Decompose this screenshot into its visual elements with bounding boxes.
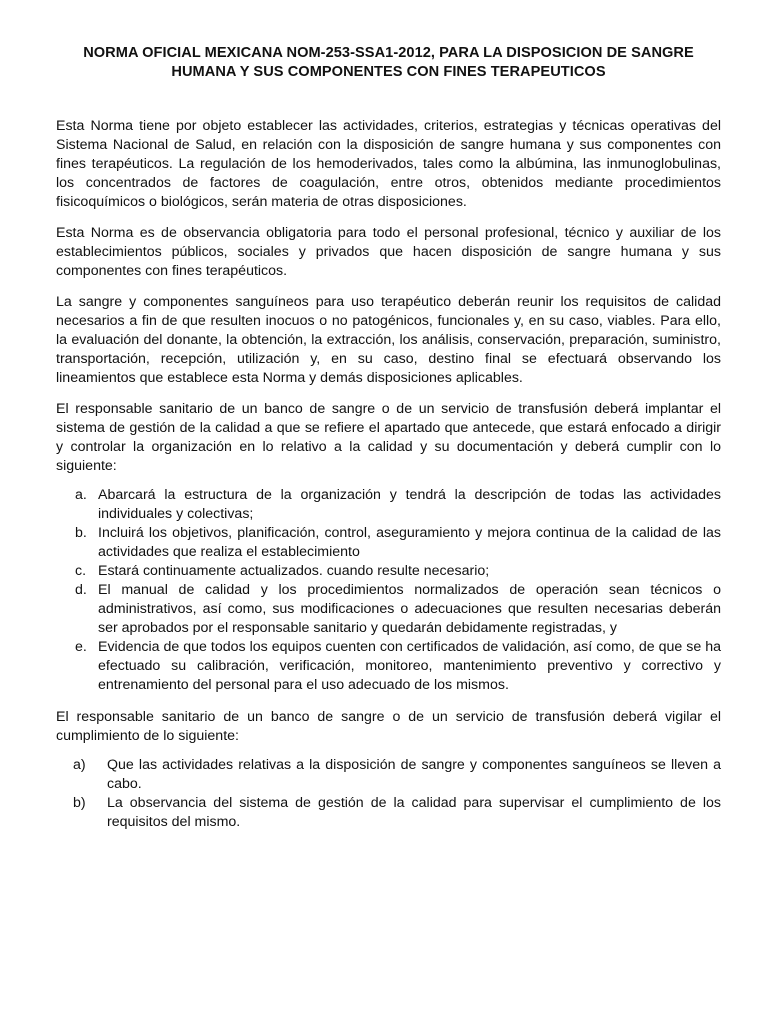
list-marker: a. [75,487,87,503]
list-item [56,562,721,581]
list-item [56,638,721,695]
paragraph-responsible-monitor: El responsable sanitario de un banco de sangre o de un servicio de transfusión deberá vigilar el cumplimiento de lo siguiente: [56,709,721,744]
list-item-text: El manual de calidad y los procedimientos normalizados de operación sean técnicos o administrativos, así como, sus modificaciones o adecuaciones que resulten necesarias deberán ser aprobados por el responsable sanitario y quedarán debidamente registradas, y [98,582,721,636]
paragraph-responsible-implement: El responsable sanitario de un banco de sangre o de un servicio de transfusión deberá implantar el sistema de gestión de la calidad a que se refiere el apartado que antecede, que estará enfocado a dirigir y controlar la organización en lo relativo a la calidad y su documentación y deberá cumplir con lo siguiente: [56,401,721,474]
list-item [56,524,721,562]
list-item-text: Que las actividades relativas a la disposición de sangre y componentes sanguíneos se lleven a cabo. [107,757,721,792]
quality-system-list [56,486,721,695]
document-title [56,44,721,82]
list-item-text: Incluirá los objetivos, planificación, control, aseguramiento y mejora continua de la calidad de las actividades que realiza el establecimiento [98,525,721,560]
list-item-text: Abarcará la estructura de la organización y tendrá la descripción de todas las actividades individuales y colectivas; [98,487,721,522]
list-item-text: Evidencia de que todos los equipos cuenten con certificados de validación, así como, de que se ha efectuado su calibración, verificación, monitoreo, mantenimiento preventivo y correctivo y entrenamiento del personal para el uso adecuado de los mismos. [98,639,721,693]
list-item-text: Estará continuamente actualizados. cuando resulte necesario; [98,563,490,579]
paragraph-scope: Esta Norma es de observancia obligatoria para todo el personal profesional, técnico y auxiliar de los establecimientos públicos, sociales y privados que hacen disposición de sangre humana y sus componentes con fines terapéuticos. [56,225,721,279]
title-line-2: HUMANA Y SUS COMPONENTES CON FINES TERAPEUTICOS [171,64,606,80]
list-marker: b. [75,525,87,541]
list-marker: c. [75,563,87,579]
document-body [56,117,721,832]
list-item [56,486,721,524]
paragraph-objective: Esta Norma tiene por objeto establecer las actividades, criterios, estrategias y técnicas operativas del Sistema Nacional de Salud, en relación con la disposición de sangre humana y sus componentes con fines terapéuticos. La regulación de los hemoderivados, tales como la albúmina, las inmunoglobulinas, los concentrados de factores de coagulación, entre otros, obtenidos mediante procedimientos fisicoquímicos o biológicos, serán materia de otras disposiciones. [56,118,721,210]
list-item [56,756,721,794]
list-item [56,794,721,832]
list-marker: e. [75,639,87,655]
title-line-1: NORMA OFICIAL MEXICANA NOM-253-SSA1-2012, PARA LA DISPOSICION DE SANGRE [83,45,694,61]
list-item-text: La observancia del sistema de gestión de la calidad para supervisar el cumplimiento de los requisitos del mismo. [107,795,721,830]
list-marker: a) [73,757,86,773]
list-marker: d. [75,582,87,598]
list-marker: b) [73,795,86,811]
list-item [56,581,721,638]
monitoring-list [56,756,721,832]
paragraph-quality-requirements: La sangre y componentes sanguíneos para uso terapéutico deberán reunir los requisitos de calidad necesarios a fin de que resulten inocuos o no patogénicos, funcionales y, en su caso, viables. Para ello, la evaluación del donante, la obtención, la extracción, los análisis, conservación, preparación, suministro, transportación, recepción, utilización y, en su caso, destino final se efectuará observando los lineamientos que establece esta Norma y demás disposiciones aplicables. [56,294,721,386]
